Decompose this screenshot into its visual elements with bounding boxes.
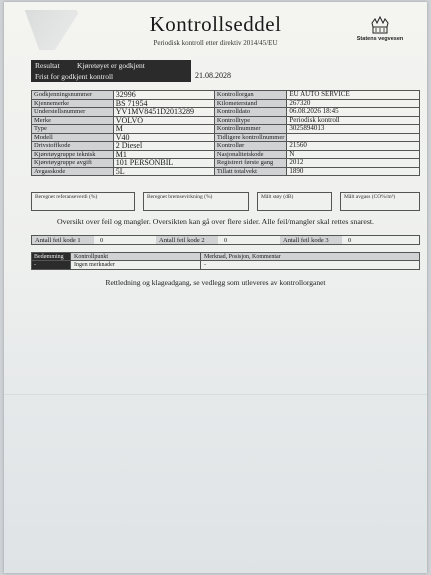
vehicle-field-value	[287, 133, 420, 142]
logo	[350, 15, 410, 42]
vehicle-field-label: Kontrollør	[214, 142, 286, 151]
vehicle-field-value: EU AUTO SERVICE	[287, 91, 420, 100]
logo-text: Statens vegvesen	[356, 36, 404, 42]
vehicle-info-row	[32, 108, 420, 117]
result-value: Kjøretøyet er godkjent	[73, 60, 191, 71]
vehicle-field-label: Tillatt totalvekt	[214, 167, 286, 176]
vehicle-field-label: Type	[32, 125, 114, 134]
exhaust-cell: Målt avgass (CO%/m³)	[340, 192, 420, 211]
vehicle-field-label: Drivstoffkode	[32, 142, 114, 151]
paper-crease	[4, 394, 427, 395]
vehicle-field-value: YV1MV8451D2013289	[113, 108, 214, 117]
vehicle-field-label: Kontrolldato	[214, 108, 286, 117]
crown-logo-icon	[369, 15, 391, 35]
vehicle-field-label: Godkjenningsnummer	[32, 91, 114, 100]
vehicle-field-value: 06.08.2026 18:45	[287, 108, 420, 117]
result-box	[31, 60, 191, 83]
assessment-table	[31, 252, 420, 270]
vehicle-field-value: M	[113, 125, 214, 134]
vehicle-field-value: 5L	[113, 167, 214, 176]
assessment-judgement: -	[32, 261, 70, 269]
fault-code-1-value: 0	[100, 237, 104, 244]
ref-brake-cell: Beregnet referanseverdi (%)	[31, 192, 135, 211]
vehicle-field-value: 21560	[287, 142, 420, 151]
result-label: Resultat	[31, 60, 73, 71]
vehicle-info-row	[32, 125, 420, 134]
document-page	[4, 2, 427, 573]
vehicle-field-value: 3025894013	[287, 125, 420, 134]
vehicle-field-value: M1	[113, 150, 214, 159]
vehicle-field-label: Kjennemerke	[32, 99, 114, 108]
vehicle-info-row	[32, 142, 420, 151]
vehicle-field-label: Kjøretøygruppe avgift	[32, 159, 114, 168]
vehicle-field-value: VOLVO	[113, 116, 214, 125]
fault-code-2-value: 0	[224, 237, 228, 244]
deadline-row	[31, 71, 191, 82]
deadline-label: Frist for godkjent kontroll	[31, 71, 191, 82]
vehicle-field-value: BS 71954	[113, 99, 214, 108]
vehicle-info-row	[32, 167, 420, 176]
vehicle-field-value: 2012	[287, 159, 420, 168]
vehicle-field-label: Tidligere kontrollnummer	[214, 133, 286, 142]
vehicle-info-row	[32, 133, 420, 142]
vehicle-field-label: Registrert første gang	[214, 159, 286, 168]
noise-cell: Målt støy (dB)	[257, 192, 332, 211]
result-row	[31, 60, 191, 71]
vehicle-field-value: 267320	[287, 99, 420, 108]
vehicle-info-row	[32, 150, 420, 159]
vehicle-field-label: Kontrolltype	[214, 116, 286, 125]
assessment-checkpoint: Ingen merknader	[70, 261, 200, 269]
vehicle-field-label: Avgasskode	[32, 167, 114, 176]
vehicle-info-row	[32, 159, 420, 168]
overview-text: Oversikt over feil og mangler. Oversikten kan gå over flere sider. Alle feil/mangler skal rettes snarest.	[57, 217, 374, 226]
fault-code-3-value: 0	[348, 237, 352, 244]
vehicle-field-value: 32996	[113, 91, 214, 100]
vehicle-field-label: Nasjonalitetskode	[214, 150, 286, 159]
assessment-header	[31, 252, 420, 261]
vehicle-info-row	[32, 116, 420, 125]
vehicle-field-label: Modell	[32, 133, 114, 142]
vehicle-info-row	[32, 99, 420, 108]
vehicle-info-row	[32, 91, 420, 100]
fault-code-3-label: Antall feil kode 3	[280, 236, 342, 244]
vehicle-field-label: Kjøretøygruppe teknisk	[32, 150, 114, 159]
vehicle-field-label: Understellsnummer	[32, 108, 114, 117]
fault-code-1-label: Antall feil kode 1	[32, 236, 94, 244]
vehicle-field-value: 2 Diesel	[113, 142, 214, 151]
footer-text: Rettledning og klageadgang, se vedlegg som utleveres av kontrollorganet	[105, 278, 326, 287]
fault-code-2-label: Antall feil kode 2	[156, 236, 218, 244]
vehicle-field-label: Merke	[32, 116, 114, 125]
assessment-header-checkpoint: Kontrollpunkt	[70, 253, 200, 260]
page-subtitle: Periodisk kontroll etter direktiv 2014/45/EU	[153, 39, 278, 47]
measurements-row	[31, 192, 420, 211]
vehicle-field-value: 1890	[287, 167, 420, 176]
vehicle-info-table	[31, 90, 420, 176]
page-title: Kontrollseddel	[149, 12, 282, 36]
assessment-header-judgement: Bedømming	[32, 253, 70, 260]
fault-counts-row	[31, 235, 420, 245]
vehicle-field-value: V40	[113, 133, 214, 142]
assessment-remarks: -	[200, 261, 419, 269]
vehicle-field-value: Periodisk kontroll	[287, 116, 420, 125]
assessment-header-remarks: Merknad, Posisjon, Kommentar	[200, 253, 419, 260]
vehicle-field-label: Kontrollorgan	[214, 91, 286, 100]
vehicle-field-label: Kilometerstand	[214, 99, 286, 108]
vehicle-field-value: N	[287, 150, 420, 159]
vehicle-field-label: Kontrollnummer	[214, 125, 286, 134]
vehicle-field-value: 101 PERSONBIL	[113, 159, 214, 168]
brake-effect-cell: Beregnet bremsevirkning (%)	[143, 192, 249, 211]
assessment-row	[31, 261, 420, 270]
deadline-value: 21.08.2028	[195, 71, 231, 80]
